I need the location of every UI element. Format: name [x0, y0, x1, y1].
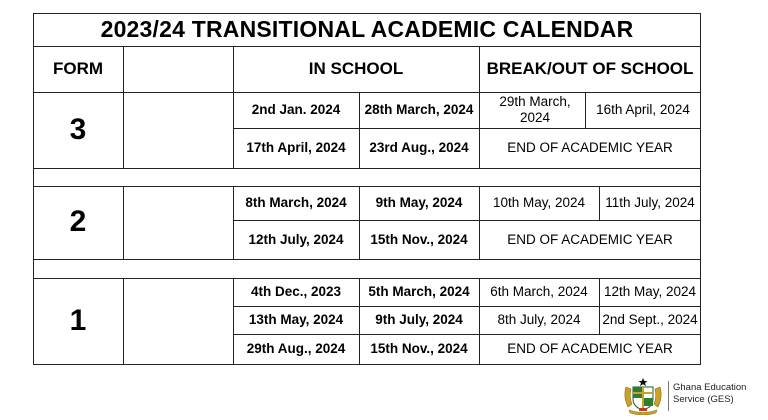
- form-2-row-2-in-start: 12th July, 2024: [248, 231, 344, 247]
- form-1-row-3-note: END OF ACADEMIC YEAR: [507, 341, 673, 357]
- header-form: FORM: [52, 59, 104, 79]
- form-1-row-1-in-end: 5th March, 2024: [368, 284, 470, 300]
- form-3-row-2-note: END OF ACADEMIC YEAR: [507, 140, 673, 156]
- form-1-row-2-out-start: 8th July, 2024: [497, 312, 581, 328]
- form-3-row-2-in-start: 17th April, 2024: [246, 140, 346, 156]
- calendar-title: 2023/24 TRANSITIONAL ACADEMIC CALENDAR: [100, 16, 634, 43]
- form-2-row-1-in-end: 9th May, 2024: [375, 195, 463, 211]
- ges-logo-text: [673, 382, 746, 407]
- form-1-row-2-in-end: 9th July, 2024: [375, 312, 463, 328]
- form-1-row-1-in-start: 4th Dec., 2023: [250, 284, 342, 300]
- form-3-row-1-in-start: 2nd Jan. 2024: [251, 102, 341, 118]
- form-1-row-2-in-start: 13th May, 2024: [248, 312, 344, 328]
- header-in-school: IN SCHOOL: [308, 59, 404, 79]
- form-2-row-2-note: END OF ACADEMIC YEAR: [507, 231, 673, 247]
- form-1-row-1-out-start: 6th March, 2024: [490, 284, 588, 300]
- header-break: BREAK/OUT OF SCHOOL: [486, 59, 694, 79]
- form-1-row-3-in-start: 29th Aug., 2024: [246, 341, 346, 357]
- form-2-row-2-in-end: 15th Nov., 2024: [370, 231, 468, 247]
- ges-logo: [622, 377, 762, 415]
- logo-divider: [668, 381, 669, 411]
- form-2-label: 2: [69, 205, 87, 239]
- ges-logo-line-2: Service (GES): [673, 394, 734, 406]
- form-2-row-1-in-start: 8th March, 2024: [245, 195, 347, 211]
- form-1-row-3-in-end: 15th Nov., 2024: [370, 341, 468, 357]
- form-3-row-2-in-end: 23rd Aug., 2024: [369, 140, 469, 156]
- form-3-row-1-out-end: 16th April, 2024: [596, 102, 690, 118]
- form-2-row-1-out-start: 10th May, 2024: [492, 195, 586, 211]
- form-3-label: 3: [69, 112, 87, 146]
- ghana-coat-of-arms-icon: [622, 377, 664, 415]
- form-1-label: 1: [69, 303, 87, 337]
- form-3-row-1-in-end: 28th March, 2024: [364, 102, 474, 118]
- form-1-row-2-out-end: 2nd Sept., 2024: [602, 312, 698, 328]
- form-2-row-1-out-end: 11th July, 2024: [605, 195, 695, 211]
- ges-logo-line-1: Ghana Education: [673, 382, 747, 393]
- form-1-row-1-out-end: 12th May, 2024: [603, 284, 697, 300]
- academic-calendar-table: [33, 13, 701, 365]
- form-3-row-1-out-start: 29th March, 2024: [499, 94, 571, 125]
